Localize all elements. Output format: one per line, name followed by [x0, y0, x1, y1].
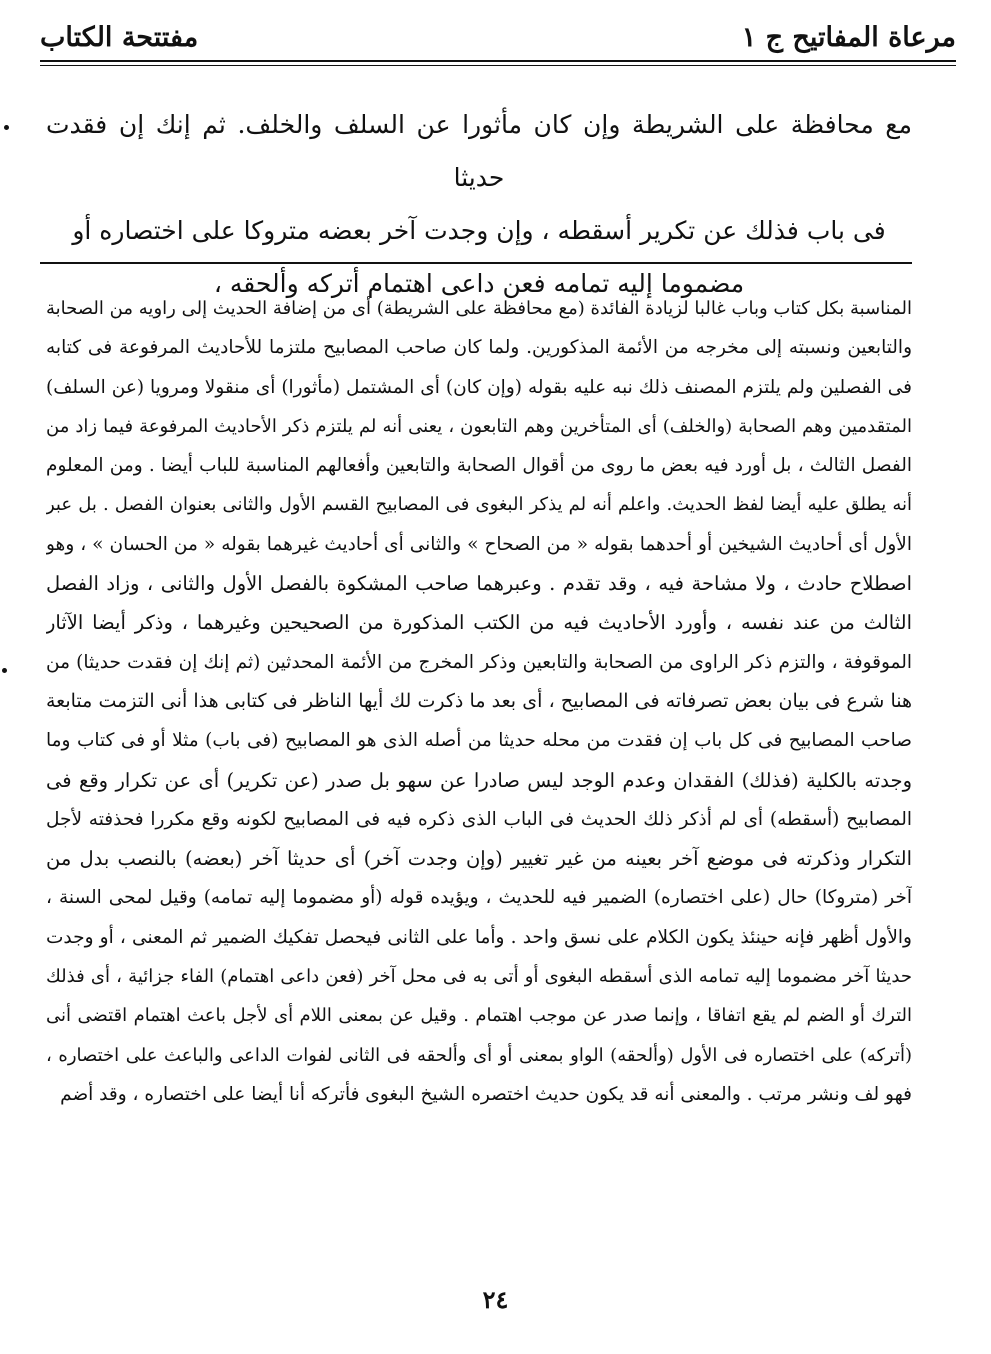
commentary-line: اصطلاح حادث ، ولا مشاحة فيه ، وقد تقدم . وعبرهما صاحب المشكوة بالفصل الأول والثانى ، وزاد الفصل [46, 572, 912, 596]
commentary-line: الفصل الثالث ، بل أورد فيه بعض ما روى من أقوال الصحابة والتابعين وأفعالهم المناسبة للباب أيضا . ومن المعلوم [46, 455, 912, 477]
commentary-line: الموقوفة ، والتزم ذكر الراوى من الصحابة والتابعين وذكر المخرج من الأئمة المحدثين (ثم إنك إن فقدت حديثا) من [46, 651, 912, 673]
section-title: مفتتحة الكتاب [40, 22, 199, 53]
commentary-line: فى الفصلين ولم يلتزم المصنف ذلك نبه عليه بقوله (وإن كان) أى المشتمل (مأثورا) أى منقولا ومرويا (عن السلف) [46, 376, 912, 398]
commentary-line: المتقدمين وهم الصحابة (والخلف) أى المتأخرين وهم التابعون ، يعنى أنه لم يلتزم ذكر الأحاديث المرفوعة فيما زاد من [46, 415, 912, 437]
commentary-line: هنا شرع فى بيان بعض تصرفاته فى المصابيح ، أى بعد ما ذكرت لك أيها الناظر فى كتابى هذا أنى التزمت متابعة [46, 689, 912, 712]
commentary-line: آخر (متروكا) حال (على اختصاره) الضمير فيه للحديث ، ويؤيده قوله (أو مضموما إليه تمامه) وقيل لمحى السنة ، [46, 887, 912, 909]
commentary-line: الترك أو الضم لم يقع اتفاقا ، وإنما صدر عن موجب اهتمام . وقيل عن بمعنى اللام أى لأجل باعث اهتمام اقتضى أنى [46, 1005, 912, 1027]
commentary-line: حديثا آخر مضموما إليه تمامه الذى أسقطه البغوى أو أتى به فى محل آخر (فعن داعى اهتمام) الفاء جزائية ، أى فذلك [46, 966, 912, 988]
page-number: ٢٤ [482, 1285, 509, 1314]
commentary-line: والأول أظهر فإنه حينئذ يكون الكلام على نسق واحد . وأما على الثانى فيحصل تفكيك الضمير ثم المعنى ، أو وجدت [46, 926, 912, 948]
commentary-line: أنه يطلق عليه أيضا لفظ الحديث. واعلم أنه لم يذكر البغوى فى المصابيح القسم الأول والثانى بعنوان الفصل . بل عبر [46, 494, 912, 516]
commentary-line: التكرار وذكرته فى موضع آخر بعينه من غير تغيير (وإن وجدت آخر) أى حديثا آخر (بعضه) بالنصب بدل من [46, 847, 912, 871]
main-text-line: مع محافظة على الشريطة وإن كان مأثورا عن السلف والخلف. ثم إنك إن فقدت حديثا [46, 110, 912, 192]
commentary-line: المصابيح (أسقطه) أى لم أذكر ذلك الحديث فى الباب الذى ذكره فيه فى المصابيح لكونه وقع مكررا فحذفته لأجل [46, 808, 912, 830]
commentary-block [46, 289, 912, 1114]
commentary-line: والتابعين ونسبته إلى مخرجه من الأئمة المذكورين. ولما كان صاحب المصابيح ملتزما للأحاديث المرفوعة فى كتابه [46, 337, 912, 359]
header-rule [40, 60, 956, 62]
commentary-line: (أتركه) على اختصاره فى الأول (وألحقه) الواو بمعنى أو أى وألحقه فى الثانى لفوات الداعى والباعث على اختصاره ، [46, 1044, 912, 1066]
main-text-block [46, 98, 912, 310]
commentary-line: الأول أى أحاديث الشيخين أو أحدهما بقوله « من الصحاح » والثانى أى أحاديث غيرهما بقوله « من الحسان » ، وهو [46, 533, 912, 555]
header-rule-thin [40, 65, 956, 66]
commentary-line: وجدته بالكلية (فذلك) الفقدان وعدم الوجد ليس صادرا عن سهو بل صدر (عن تكرير) أى عن تكرار وقع فى [46, 768, 912, 792]
commentary-line: الثالث من عند نفسه ، وأورد الأحاديث فيه من الكتب المذكورة من الصحيحين وغيرهما ، وذكر أيضا الآثار [46, 611, 912, 635]
main-text-line: فى باب فذلك عن تكرير أسقطه ، وإن وجدت آخر بعضه متروكا على اختصاره أو [72, 216, 886, 245]
text-divider-rule [40, 262, 912, 264]
book-title: مرعاة المفاتيح ج ١ [741, 22, 956, 53]
scan-margin-mark [2, 668, 7, 673]
main-text-line: مضموما إليه تمامه فعن داعى اهتمام أتركه وألحقه ، [213, 269, 745, 298]
running-header [40, 14, 956, 60]
scan-margin-mark [4, 125, 9, 130]
commentary-line: صاحب المصابيح فى كل باب إن فقدت من محله حديثا من أصله الذى هو المصابيح (فى باب) مثلا أو فى كتاب وما [46, 730, 912, 752]
commentary-line: فهو لف ونشر مرتب . والمعنى أنه قد يكون حديث اختصره الشيخ البغوى فأتركه أنا أيضا على اختصاره ، وقد أضم [60, 1083, 912, 1105]
commentary-line: المناسبة بكل كتاب وباب غالبا لزيادة الفائدة (مع محافظة على الشريطة) أى من إضافة الحديث إلى راويه من الصحابة [46, 298, 912, 319]
